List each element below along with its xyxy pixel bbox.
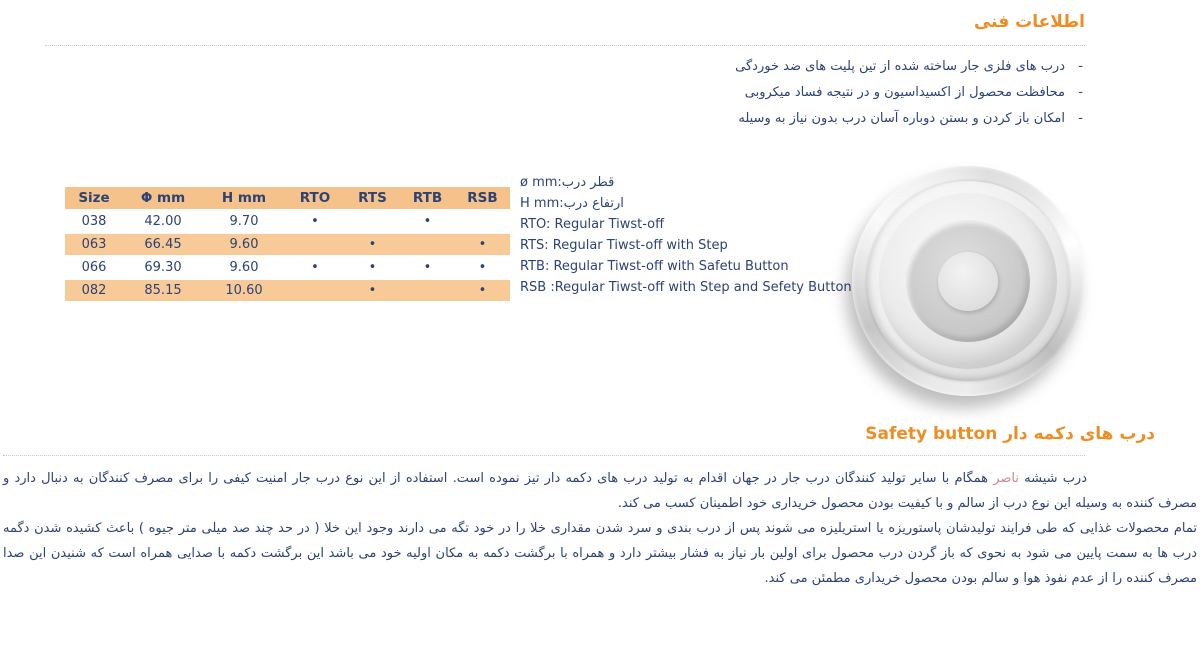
spec-table-cell: 42.00	[123, 210, 203, 233]
spec-table-cell: •	[345, 233, 400, 256]
spec-table-cell	[345, 210, 400, 233]
legend-abbreviation: H mm:	[520, 196, 564, 211]
spec-column-header: RTO	[285, 187, 345, 210]
spec-table-cell	[400, 279, 455, 302]
brand-link[interactable]: ناصر	[993, 471, 1019, 486]
jar-lid-photo	[852, 166, 1084, 396]
legend-line	[520, 277, 852, 298]
spec-table-cell: 10.60	[203, 279, 285, 302]
legend-abbreviation: ø mm:	[520, 175, 562, 190]
spec-table-head	[65, 187, 510, 210]
feature-list	[735, 58, 1085, 136]
spec-table-cell: •	[285, 256, 345, 279]
spec-table-cell	[400, 233, 455, 256]
spec-table-cell: •	[455, 256, 510, 279]
spec-table-cell	[455, 210, 510, 233]
paragraph-intro-start: درب شیشه	[1018, 471, 1087, 486]
paragraph-details: تمام محصولات غذایی که طی فرایند تولیدشان پاستوریزه یا استریلیزه می شوند پس از درب بندی و سرد شدن مقداری خلا را در خود تگه می دارند وجود این خلا ( در حد چند صد میلی متر جیوه ) باعث کشیده شدن دگمه درب ها به سمت پایین می شود به نحوی که باز گردن درب محصول برای اولین بار نیاز به فشار بیشتر دارد و همراه با برگشت دکمه به مکان اولیه خود می باشد این برگشت دکمه با صدایی همراه است که شنیدن این صدا مصرف کننده را از عدم نفوذ هوا و سالم بودن محصول خریداری مطمئن می کند.	[3, 521, 1197, 586]
spec-table-row	[65, 233, 510, 256]
spec-table-cell: •	[345, 279, 400, 302]
dotted-divider-bottom	[3, 455, 1085, 456]
spec-table-row	[65, 279, 510, 302]
legend-abbreviation: RTB: Regular Tiwst-off with Safetu Button	[520, 259, 789, 274]
spec-table-cell: 038	[65, 210, 123, 233]
spec-table-body	[65, 210, 510, 302]
spec-table-cell: 063	[65, 233, 123, 256]
spec-table-row	[65, 210, 510, 233]
spec-table-cell: 9.60	[203, 256, 285, 279]
spec-table-cell: 9.60	[203, 233, 285, 256]
section-title-safety-button: درب های دکمه دار Safety button	[865, 424, 1155, 444]
legend	[520, 172, 852, 298]
spec-table-cell: •	[345, 256, 400, 279]
spec-table-cell: •	[400, 256, 455, 279]
spec-table-header-row	[65, 187, 510, 210]
spec-column-header: RTS	[345, 187, 400, 210]
lid-outer-rim	[852, 166, 1084, 396]
legend-abbreviation: RTS: Regular Tiwst-off with Step	[520, 238, 728, 253]
spec-table-cell: 066	[65, 256, 123, 279]
spec-column-header: RTB	[400, 187, 455, 210]
body-text	[3, 466, 1197, 591]
spec-column-header: H mm	[203, 187, 285, 210]
spec-table-cell: 66.45	[123, 233, 203, 256]
spec-table-cell: 85.15	[123, 279, 203, 302]
legend-line	[520, 235, 852, 256]
spec-table-cell: 9.70	[203, 210, 285, 233]
spec-column-header: RSB	[455, 187, 510, 210]
spec-table-cell: •	[455, 279, 510, 302]
legend-line	[520, 193, 852, 214]
legend-line	[520, 214, 852, 235]
legend-abbreviation: RSB :Regular Tiwst-off with Step and Sefety Button	[520, 280, 852, 295]
spec-column-header: Φ mm	[123, 187, 203, 210]
spec-table	[65, 187, 510, 303]
spec-column-header: Size	[65, 187, 123, 210]
legend-line	[520, 256, 852, 277]
dotted-divider-top	[45, 45, 1085, 46]
spec-table-cell: 082	[65, 279, 123, 302]
spec-table-cell: •	[400, 210, 455, 233]
paragraph-intro-rest: همگام با سایر تولید کنندگان درب جار در جهان اقدام به تولید درب های دکمه دار تیز نموده است. استفاده از این نوع درب جار امنیت کیفی را برای مصرف کنندگان به دنبال دارد و مصرف کننده به وسیله این نوع درب از سالم و با کیفیت بودن محصول خریداری خود اطمینان کسب می کند.	[3, 471, 1197, 511]
spec-table-cell	[285, 279, 345, 302]
spec-table-cell	[285, 233, 345, 256]
lid-top-panel	[879, 193, 1057, 369]
section-title-technical-info: اطلاعات فنی	[973, 12, 1085, 32]
lid-safety-ring	[906, 220, 1030, 342]
feature-list-item: - محافظت محصول از اکسیداسیون و در نتیجه فساد میکروبی	[735, 84, 1085, 101]
spec-table-row	[65, 256, 510, 279]
lid-safety-button	[938, 252, 998, 311]
legend-persian-label: قطر درب	[561, 175, 615, 190]
paragraph-intro	[3, 466, 1197, 516]
legend-abbreviation: RTO: Regular Tiwst-off	[520, 217, 665, 232]
feature-list-item: - درب های فلزی جار ساخته شده از تین پلیت های ضد خوردگی	[735, 58, 1085, 75]
spec-table-cell: 69.30	[123, 256, 203, 279]
feature-list-item: - امکان باز کردن و بستن دوباره آسان درب بدون نیاز به وسیله	[735, 110, 1085, 127]
spec-table-cell: •	[455, 233, 510, 256]
lid-inner-rim	[867, 181, 1069, 381]
spec-table-cell: •	[285, 210, 345, 233]
legend-persian-label: ارتفاع درب	[563, 196, 624, 211]
legend-line	[520, 172, 852, 193]
